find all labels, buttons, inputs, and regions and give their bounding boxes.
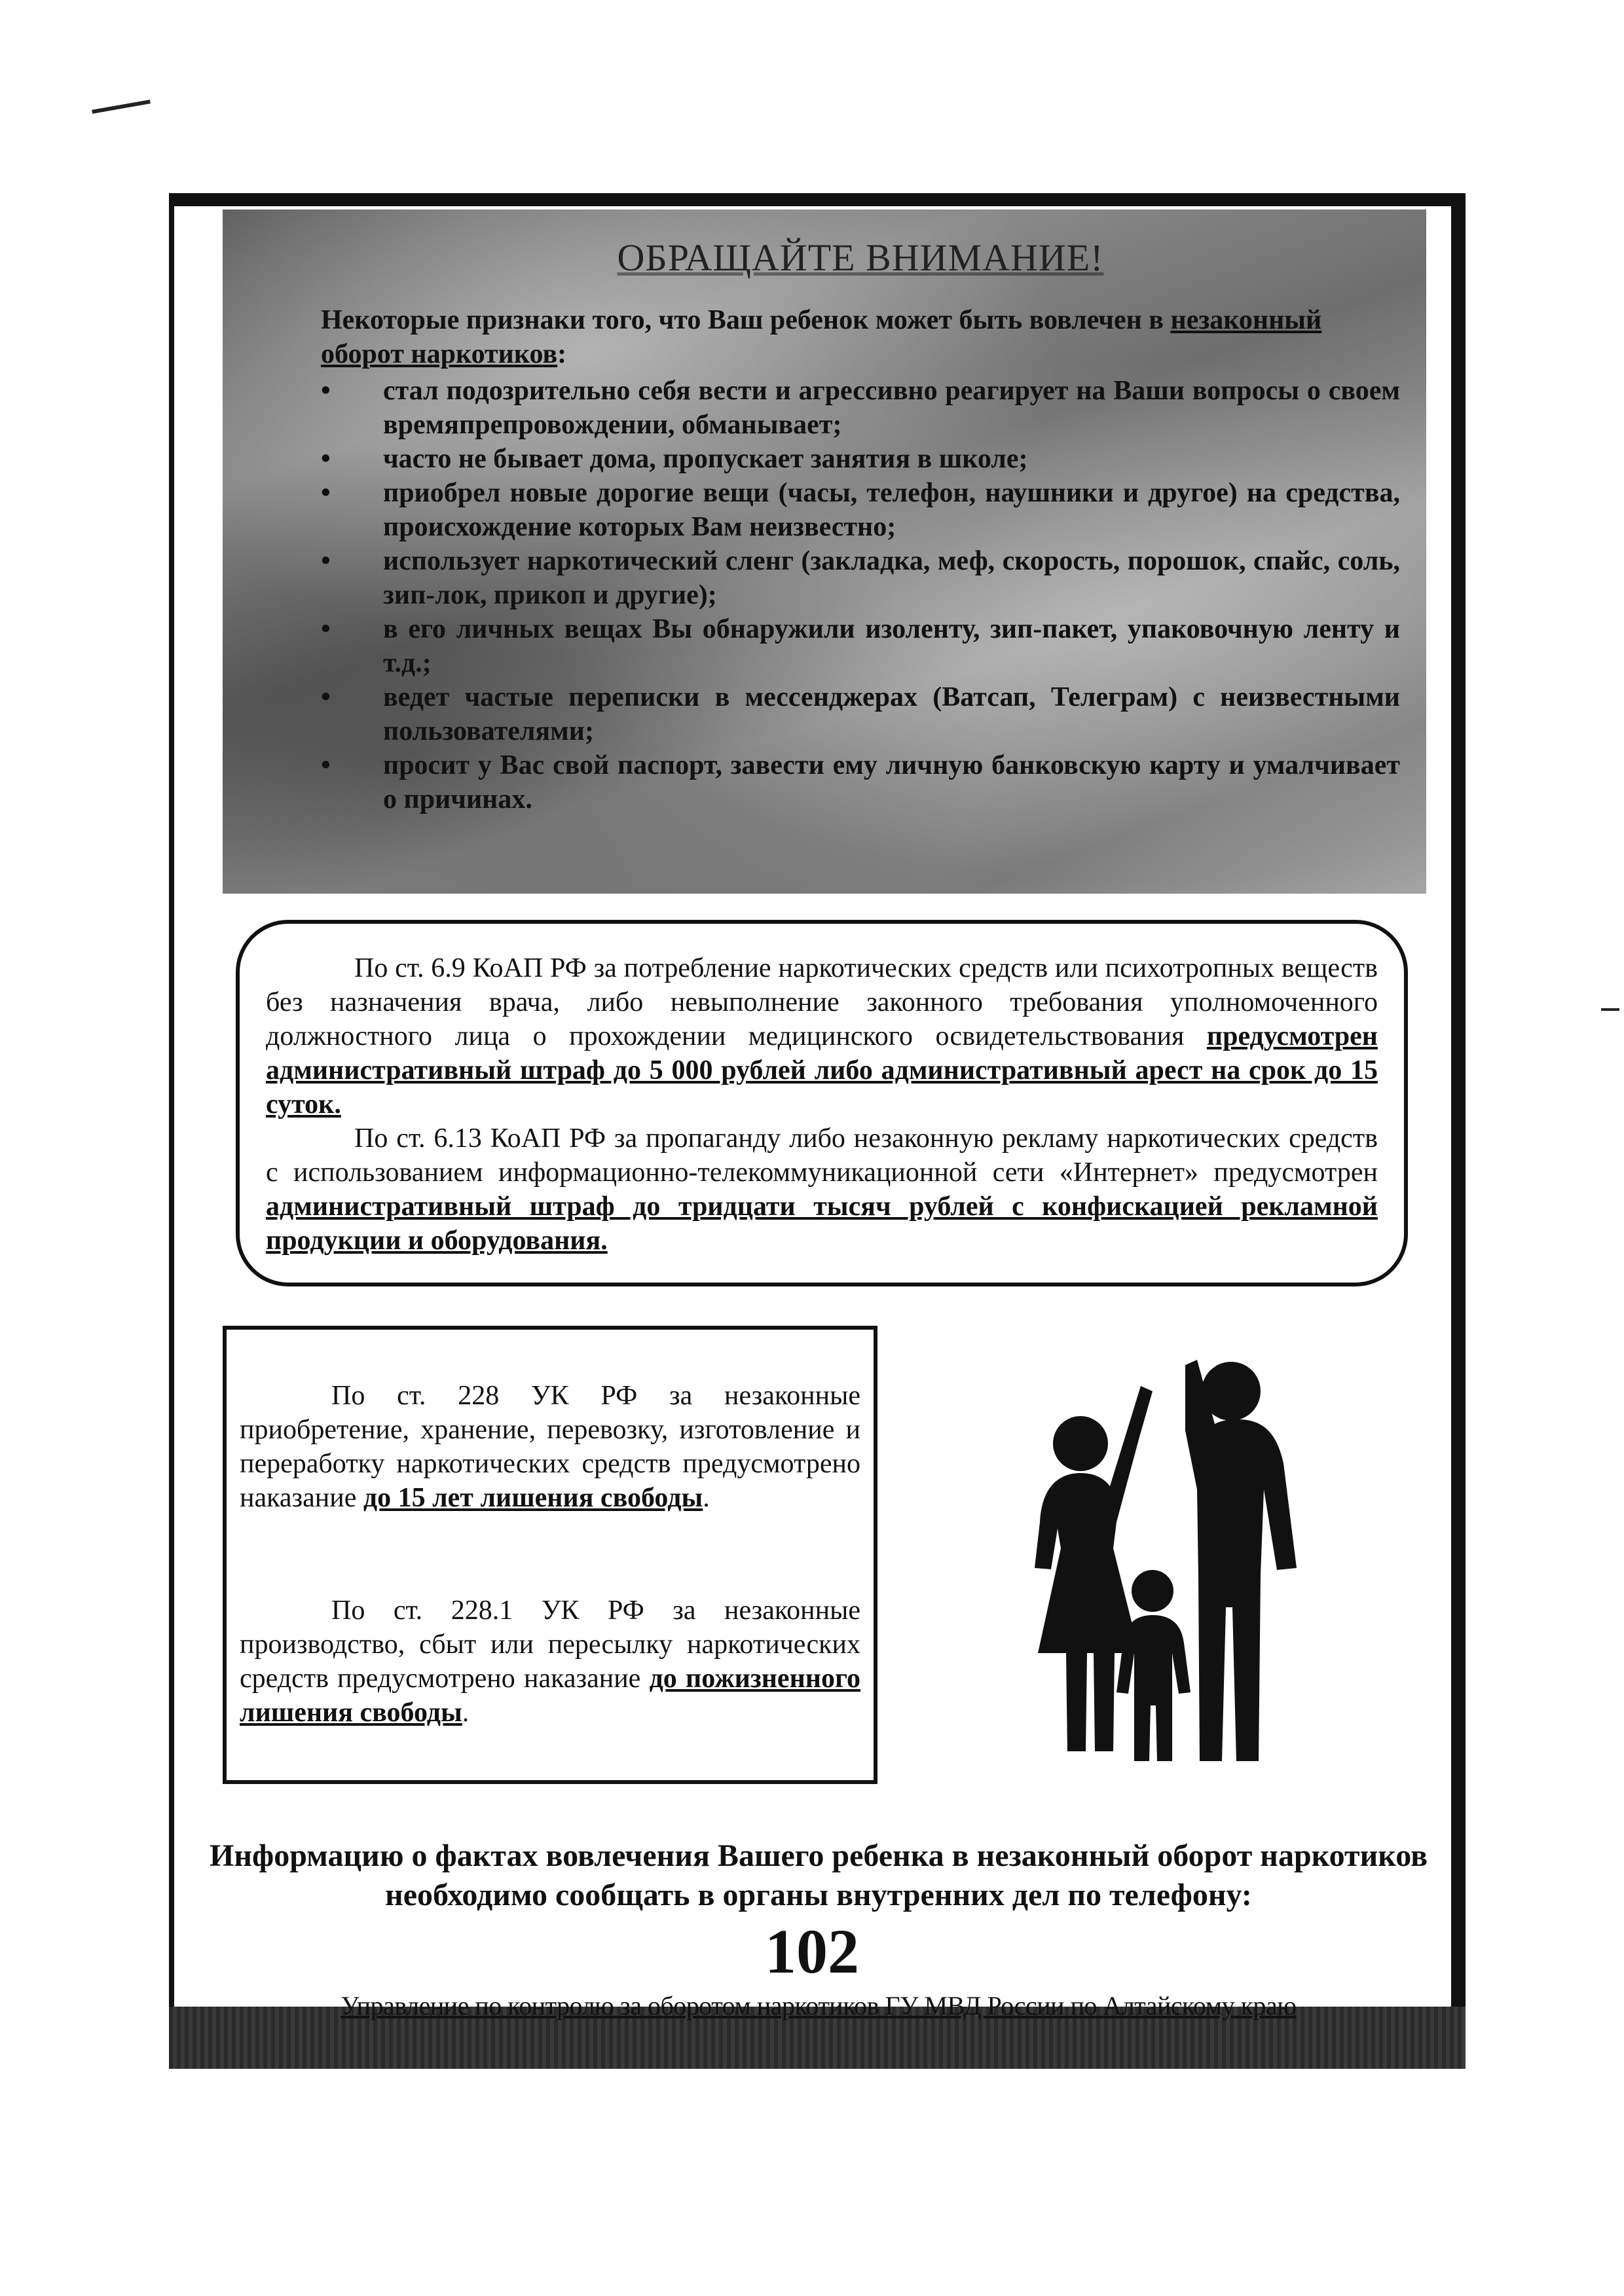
- list-item: • использует наркотический сленг (закладка, меф, скорость, порошок, спайс, соль, зип-лок, прикоп и другие);: [321, 544, 1400, 612]
- koap-6-9-paragraph: [266, 951, 1378, 1121]
- warning-title: ОБРАЩАЙТЕ ВНИМАНИЕ!: [617, 236, 1104, 279]
- list-item: • приобрел новые дорогие вещи (часы, телефон, наушники и другое) на средства, происхождение которых Вам неизвестно;: [321, 476, 1400, 544]
- koap-6-9-penalty: предусмотрен административный штраф до 5 000 рублей либо административный арест на срок до 15 суток.: [266, 1021, 1378, 1120]
- warning-panel: [223, 210, 1426, 894]
- koap-6-13-paragraph: [266, 1121, 1378, 1258]
- uk-228-1-text: По ст. 228.1 УК РФ за незаконные производство, сбыт или пересылку наркотических средств предусмотрено наказание: [240, 1595, 860, 1694]
- warning-intro: [321, 303, 1400, 371]
- uk-228-1-end: .: [462, 1698, 470, 1728]
- uk-228-text: По ст. 228 УК РФ за незаконные приобретение, хранение, перевозку, изготовление и переработку наркотических средств предусмотрено наказание: [240, 1381, 860, 1513]
- list-item: • просит у Вас свой паспорт, завести ему личную банковскую карту и умалчивает о причинах.: [321, 748, 1400, 816]
- family-silhouette-icon: [989, 1352, 1356, 1771]
- warning-intro-prefix: Некоторые признаки того, что Ваш ребенок может быть вовлечен в: [321, 305, 1171, 335]
- warning-signs-list: [321, 374, 1400, 816]
- koap-6-13-text: По ст. 6.13 КоАП РФ за пропаганду либо незаконную рекламу наркотических средств с использованием информационно-телекоммуникационной сети «Интернет» предусмотрен: [266, 1123, 1378, 1188]
- uk-228-1-penalty: до пожизненного лишения свободы: [240, 1664, 860, 1728]
- report-message: Информацию о фактах вовлечения Вашего ребенка в незаконный оборот наркотиков необходимо сообщать в органы внутренних дел по телефону:: [209, 1838, 1428, 1912]
- warning-intro-suffix: :: [557, 339, 567, 369]
- list-item: • часто не бывает дома, пропускает занятия в школе;: [321, 442, 1400, 476]
- list-item: • ведет частые переписки в мессенджерах (Ватсап, Телеграм) с неизвестными пользователями;: [321, 680, 1400, 748]
- uk-228-paragraph: [240, 1379, 860, 1515]
- uk-228-penalty: до 15 лет лишения свободы: [363, 1483, 703, 1513]
- warning-intro-underlined: незаконный оборот наркотиков: [321, 305, 1322, 369]
- koap-6-9-text: По ст. 6.9 КоАП РФ за потребление наркотических средств или психотропных веществ без назначения врача, либо невыполнение законного требования уполномоченного должностного лица о прохождении медицинского освидетельствования: [266, 953, 1378, 1051]
- uk-228-1-paragraph: [240, 1594, 860, 1730]
- phone-number: 102: [765, 1916, 859, 1986]
- list-item: • стал подозрительно себя вести и агрессивно реагирует на Ваши вопросы о своем времяпрепровождении, обманывает;: [321, 374, 1400, 442]
- scan-mark: [92, 100, 151, 114]
- department-name: Управление по контролю за оборотом наркотиков ГУ МВД России по Алтайскому краю: [341, 1991, 1297, 2020]
- scan-mark: [1601, 1008, 1619, 1011]
- uk-228-end: .: [703, 1483, 710, 1513]
- uk-penalties-box: [223, 1326, 877, 1784]
- list-item: • в его личных вещах Вы обнаружили изоленту, зип-пакет, упаковочную ленту и т.д.;: [321, 612, 1400, 680]
- koap-penalties-box: [236, 920, 1408, 1286]
- koap-6-13-penalty: административный штраф до тридцати тысяч рублей с конфискацией рекламной продукции и оборудования.: [266, 1192, 1378, 1256]
